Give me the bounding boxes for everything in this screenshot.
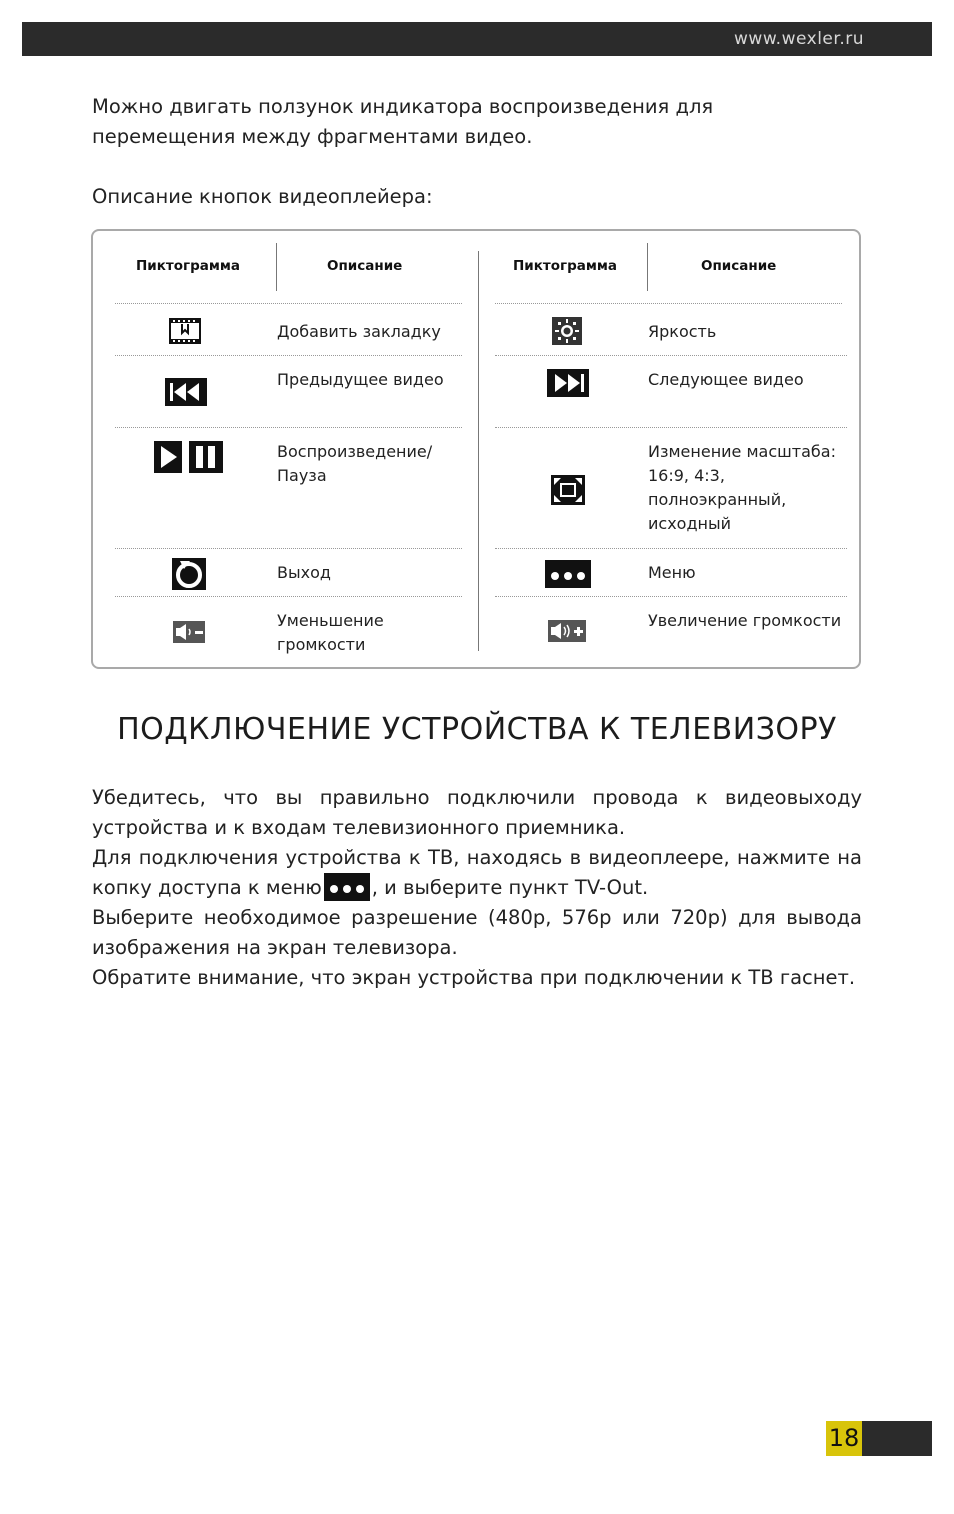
brightness-icon xyxy=(552,317,582,345)
previous-video-description: Предыдущее видео xyxy=(277,370,444,389)
row-divider xyxy=(115,548,462,549)
exit-description: Выход xyxy=(277,563,331,582)
left-icon-header: Пиктограмма xyxy=(136,258,241,274)
page-number: 18 xyxy=(826,1421,862,1456)
para2-text-after: , и выберите пункт TV-Out. xyxy=(371,876,649,899)
previous-video-icon xyxy=(165,378,207,406)
header-bar xyxy=(22,22,932,56)
table-caption: Описание кнопок видеоплейера: xyxy=(92,185,433,208)
intro-paragraph: Можно двигать ползунок индикатора воспроизведения для перемещения между фрагментами видео. xyxy=(92,95,714,148)
section-paragraph-3: Выберите необходимое разрешение (480p, 576p или 720p) для вывода изображения на экран телевизора. xyxy=(92,906,862,959)
section-title: ПОДКЛЮЧЕНИЕ УСТРОЙСТВА К ТЕЛЕВИЗОРУ xyxy=(117,712,837,747)
brightness-description: Яркость xyxy=(648,322,717,341)
column-separator xyxy=(478,251,479,651)
menu-icon xyxy=(545,560,591,588)
row-divider xyxy=(115,355,462,356)
menu-icon xyxy=(324,873,370,901)
site-url: www.wexler.ru xyxy=(734,29,864,49)
header-separator xyxy=(647,243,648,291)
section-paragraph-4: Обратите внимание, что экран устройства при подключении к ТВ гаснет. xyxy=(92,966,856,989)
footer-bar xyxy=(862,1421,932,1456)
header-separator xyxy=(276,243,277,291)
right-icon-header: Пиктограмма xyxy=(513,258,618,274)
next-video-description: Следующее видео xyxy=(648,370,804,389)
row-divider xyxy=(115,303,462,304)
volume-up-description: Увеличение громкости xyxy=(648,611,842,630)
exit-icon xyxy=(172,558,206,590)
row-divider xyxy=(495,596,847,597)
bookmark-icon xyxy=(169,318,201,344)
right-desc-header: Описание xyxy=(701,258,777,274)
play-pause-icon xyxy=(154,441,224,473)
volume-down-icon xyxy=(173,621,205,643)
row-divider xyxy=(495,548,847,549)
row-divider xyxy=(495,427,847,428)
row-divider xyxy=(495,303,842,304)
volume-up-icon xyxy=(548,620,586,642)
row-divider xyxy=(115,427,462,428)
bookmark-description: Добавить закладку xyxy=(277,322,441,341)
next-video-icon xyxy=(547,369,589,397)
row-divider xyxy=(115,596,462,597)
row-divider xyxy=(495,355,847,356)
zoom-icon xyxy=(551,475,585,505)
zoom-description: Изменение масштаба: 16:9, 4:3, полноэкранный, исходный xyxy=(648,442,836,533)
button-description-table xyxy=(91,229,861,669)
volume-down-description: Уменьшение громкости xyxy=(277,611,384,654)
section-paragraph-1: Убедитесь, что вы правильно подключили провода к видеовыходу устройства и к входам телевизионного приемника. xyxy=(92,786,862,839)
para2-text-before: Для подключения устройства к ТВ, находясь в видеоплеере, нажмите на копку доступа к меню xyxy=(92,846,862,899)
section-paragraph-2 xyxy=(92,843,862,903)
left-desc-header: Описание xyxy=(327,258,403,274)
menu-description: Меню xyxy=(648,563,696,582)
play-pause-description: Воспроизведение/ Пауза xyxy=(277,442,433,485)
